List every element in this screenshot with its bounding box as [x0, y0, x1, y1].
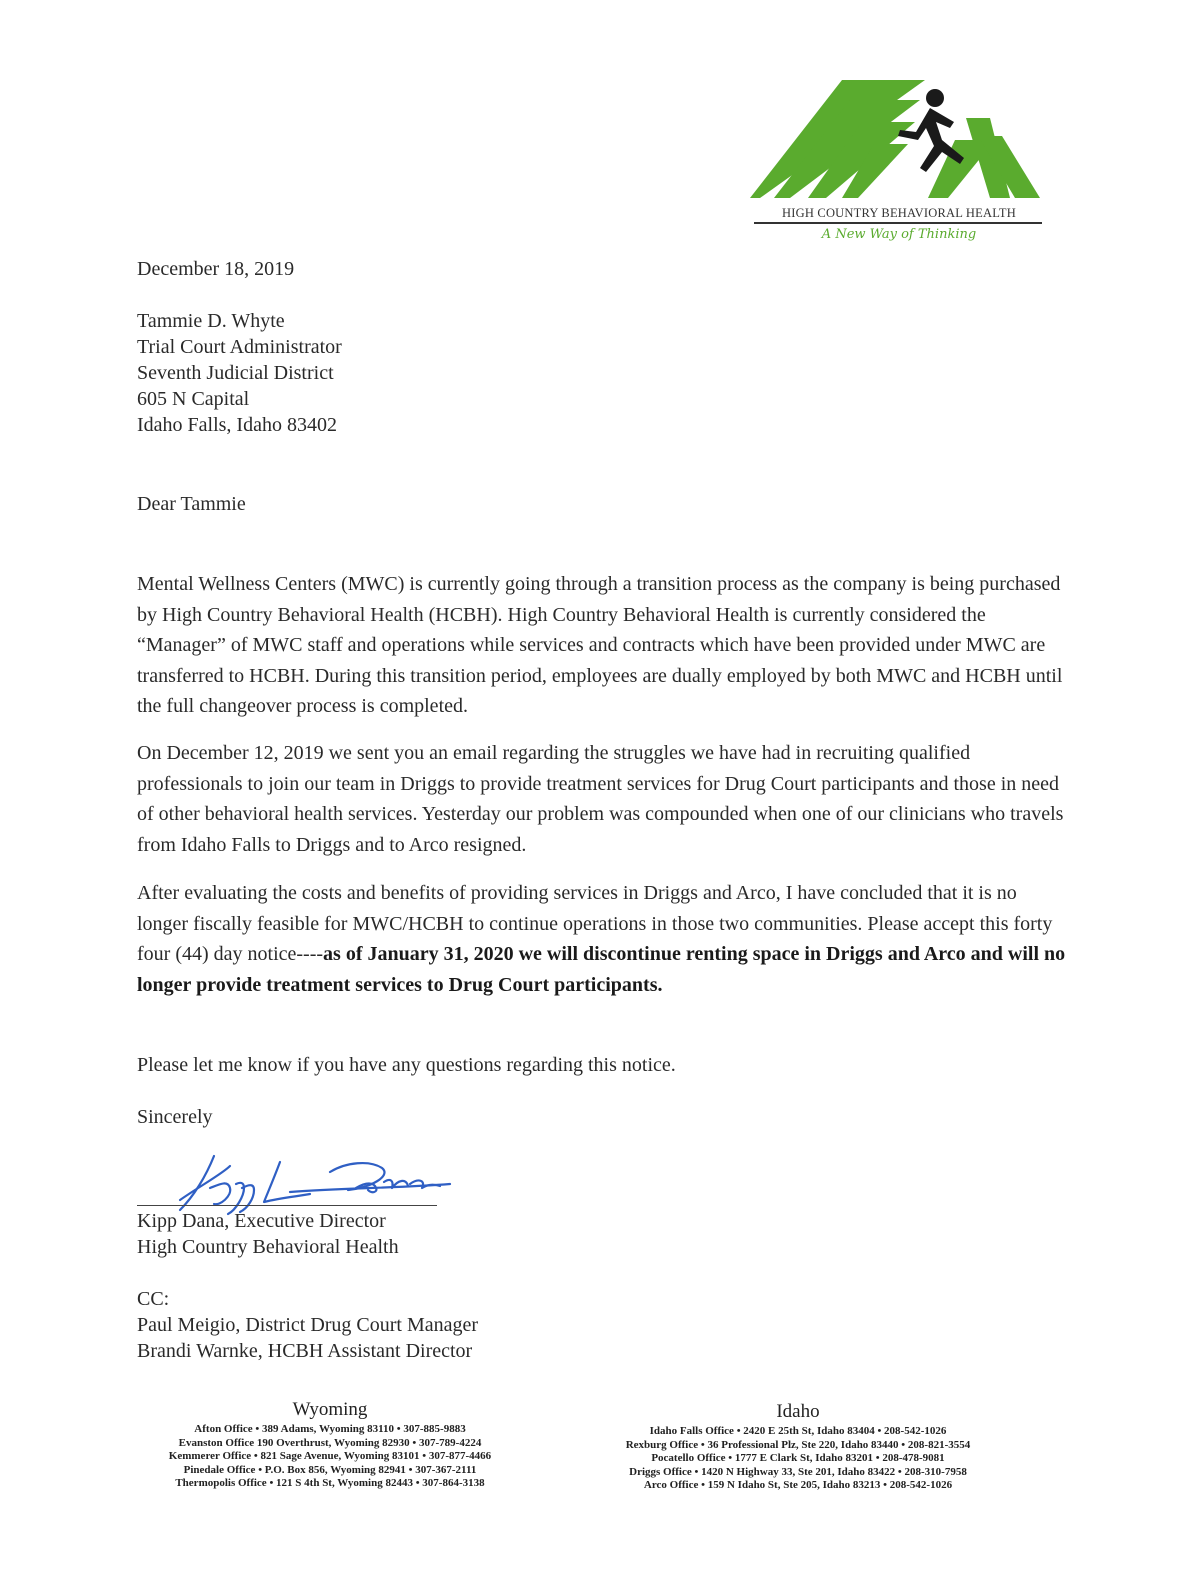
- office-address: Afton Office • 389 Adams, Wyoming 83110 • 307-885-9883: [194, 1423, 466, 1435]
- office-address: Evanston Office 190 Overthrust, Wyoming 82930 • 307-789-4224: [178, 1436, 482, 1449]
- notice-text: After evaluating the costs and benefits of providing services in Driggs and Arco, I have concluded that it is no longer fiscally feasible for MWC/HCBH to continue operations in those two communities. Please accept this forty four (44) day notice----: [137, 882, 1053, 965]
- body-paragraph-4: Please let me know if you have any questions regarding this notice.: [137, 1054, 676, 1076]
- logo-tagline: A New Way of Thinking: [821, 227, 977, 242]
- cc-label: CC:: [137, 1288, 170, 1310]
- body-paragraph-2: On December 12, 2019 we sent you an email regarding the struggles we have had in recruiting qualified professionals to join our team in Driggs to provide treatment services for Drug Court participants and those in need of other behavioral health services. Yesterday our problem was compounded when one of our clinicians who travels from Idaho Falls to Driggs and to Arco resigned.: [137, 742, 1064, 856]
- footer-state-wyoming: Wyoming: [292, 1399, 368, 1420]
- signature-line: [137, 1205, 437, 1206]
- signer-name-title: Kipp Dana, Executive Director: [137, 1210, 386, 1232]
- company-logo: [750, 70, 1050, 250]
- office-address: Rexburg Office • 36 Professional Plz, Ste 220, Idaho 83440 • 208-821-3554: [625, 1438, 971, 1451]
- mountain-runner-logo-icon: [750, 70, 1050, 210]
- cc-recipient: Paul Meigio, District Drug Court Manager: [137, 1314, 479, 1336]
- recipient-address: [137, 308, 342, 438]
- logo-company-name: HIGH COUNTRY BEHAVIORAL HEALTH: [782, 206, 1016, 220]
- office-address: Kemmerer Office • 821 Sage Avenue, Wyoming 83101 • 307-877-4466: [168, 1450, 492, 1462]
- logo-divider: [754, 222, 1042, 224]
- office-address: Pinedale Office • P.O. Box 856, Wyoming 82941 • 307-367-2111: [183, 1463, 477, 1476]
- recipient-title: Trial Court Administrator: [137, 336, 342, 358]
- recipient-street: 605 N Capital: [137, 388, 250, 410]
- office-address: Arco Office • 159 N Idaho St, Ste 205, Idaho 83213 • 208-542-1026: [643, 1479, 953, 1491]
- signer-organization: High Country Behavioral Health: [137, 1236, 399, 1258]
- footer-idaho-offices: [598, 1400, 998, 1493]
- cc-recipient: Brandi Warnke, HCBH Assistant Director: [137, 1340, 473, 1362]
- recipient-city: Idaho Falls, Idaho 83402: [137, 414, 337, 436]
- recipient-organization: Seventh Judicial District: [137, 362, 334, 384]
- closing: Sincerely: [137, 1106, 213, 1128]
- recipient-name: Tammie D. Whyte: [137, 310, 285, 332]
- notice-bold-text: as of January 31, 2020 we will discontinue renting space in Driggs and Arco and will no longer provide treatment services to Drug Court participants.: [137, 943, 1066, 996]
- office-address: Driggs Office • 1420 N Highway 33, Ste 201, Idaho 83422 • 208-310-7958: [629, 1465, 967, 1478]
- footer-state-idaho: Idaho: [776, 1401, 820, 1422]
- cc-block: [137, 1286, 478, 1364]
- letter-date: December 18, 2019: [137, 258, 295, 280]
- salutation: Dear Tammie: [137, 493, 246, 515]
- body-paragraph-1: Mental Wellness Centers (MWC) is currently going through a transition process as the company is being purchased by High Country Behavioral Health (HCBH). High Country Behavioral Health is currently considered the “Manager” of MWC staff and operations while services and contracts which have been provided under MWC are transferred to HCBH. During this transition period, employees are dually employed by both MWC and HCBH until the full changeover process is completed.: [137, 573, 1063, 717]
- signer-block: [137, 1208, 399, 1260]
- office-address: Idaho Falls Office • 2420 E 25th St, Idaho 83404 • 208-542-1026: [649, 1425, 947, 1437]
- footer-wyoming-offices: [130, 1398, 530, 1491]
- office-address: Thermopolis Office • 121 S 4th St, Wyoming 82443 • 307-864-3138: [175, 1477, 485, 1489]
- office-address: Pocatello Office • 1777 E Clark St, Idaho 83201 • 208-478-9081: [651, 1452, 945, 1464]
- body-paragraph-3: [137, 878, 1067, 1000]
